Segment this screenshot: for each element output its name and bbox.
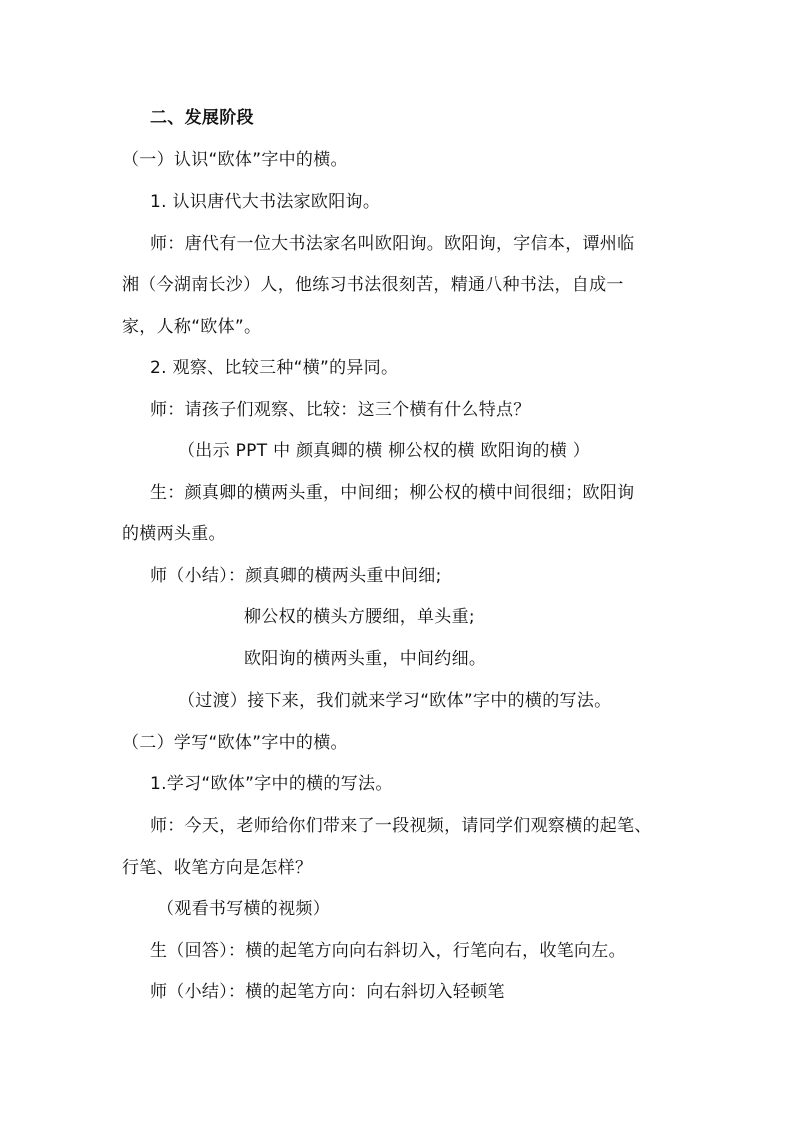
section-title: 二、发展阶段 xyxy=(150,108,254,128)
list-item-3: 1.学习“欧体”字中的横的写法。 xyxy=(150,774,393,794)
paragraph-3-line-1: 生：颜真卿的横两头重，中间细；柳公权的横中间很细；欧阳询 xyxy=(150,483,635,503)
subsection-heading-1: （一）认识“欧体”字中的横。 xyxy=(122,150,348,170)
list-item-2: 2. 观察、比较三种“横”的异同。 xyxy=(150,358,399,378)
paragraph-5: 生（回答）：横的起笔方向向右斜切入，行笔向右，收笔向左。 xyxy=(150,941,626,961)
summary-1-line-3: 欧阳询的横两头重，中间约细。 xyxy=(244,649,487,669)
ppt-note: （出示 PPT 中 颜真卿的横 柳公权的横 欧阳询的横 ） xyxy=(178,441,591,461)
paragraph-1-line-2: 湘（今湖南长沙）人，他练习书法很刻苦，精通八种书法，自成一 xyxy=(122,275,624,295)
paragraph-2: 师：请孩子们观察、比较：这三个横有什么特点？ xyxy=(150,400,531,420)
transition-note: （过渡）接下来，我们就来学习“欧体”字中的横的写法。 xyxy=(178,691,612,711)
summary-2: 师（小结）：横的起笔方向：向右斜切入轻顿笔 xyxy=(150,982,505,1002)
summary-1-line-1: 师（小结）：颜真卿的横两头重中间细; xyxy=(150,566,442,586)
list-item-1: 1. 认识唐代大书法家欧阳询。 xyxy=(150,192,381,212)
paragraph-1-line-3: 家，人称“欧体”。 xyxy=(122,317,262,337)
paragraph-4-line-1: 师：今天，老师给你们带来了一段视频，请同学们观察横的起笔、 xyxy=(150,816,652,836)
summary-1-line-2: 柳公权的横头方腰细，单头重; xyxy=(244,607,475,627)
video-note: （观看书写横的视频） xyxy=(157,899,330,919)
paragraph-3-line-2: 的横两头重。 xyxy=(122,524,226,544)
paragraph-1-line-1: 师：唐代有一位大书法家名叫欧阳询。欧阳询，字信本，谭州临 xyxy=(150,234,635,254)
paragraph-4-line-2: 行笔、收笔方向是怎样？ xyxy=(122,858,313,878)
subsection-heading-2: （二）学写“欧体”字中的横。 xyxy=(122,733,348,753)
